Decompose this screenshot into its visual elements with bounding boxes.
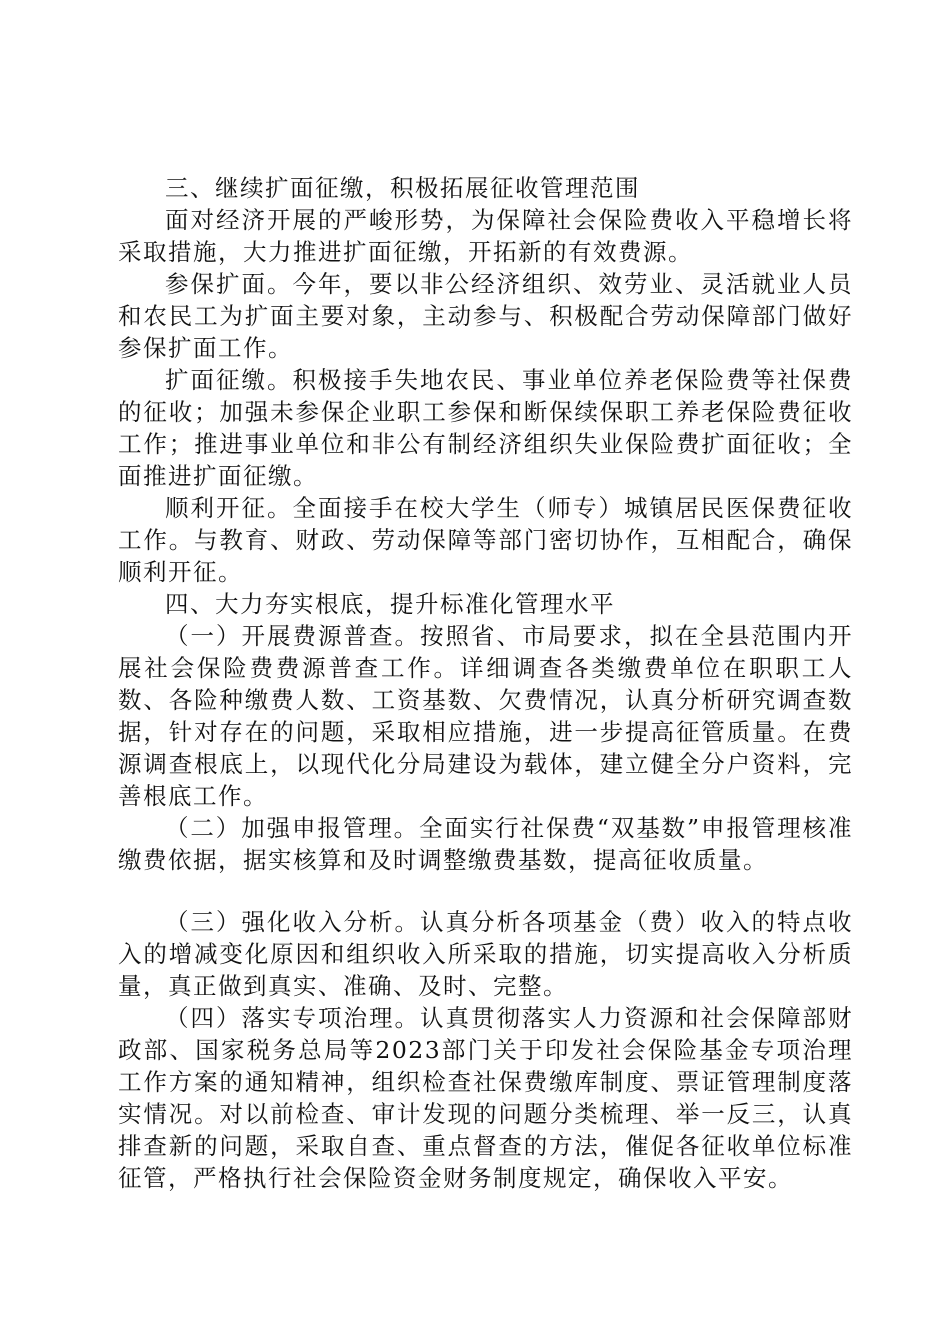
paragraph: （三）强化收入分析。认真分析各项基金（费）收入的特点收入的增减变化原因和组织收入所采取的措施，切实提高收入分析质量，真正做到真实、准确、及时、完整。 (118, 908, 853, 1000)
paragraph: （一）开展费源普查。按照省、市局要求，拟在全县范围内开展社会保险费费源普查工作。详细调查各类缴费单位在职职工人数、各险种缴费人数、工资基数、欠费情况，认真分析研究调查数据，针对存在的问题，采取相应措施，进一步提高征管质量。在费源调查根底上，以现代化分局建设为载体，建立健全分户资料，完善根底工作。 (118, 622, 853, 810)
paragraph: 顺利开征。全面接手在校大学生（师专）城镇居民医保费征收工作。与教育、财政、劳动保障等部门密切协作，互相配合，确保顺利开征。 (118, 494, 853, 586)
paragraph: （四）落实专项治理。认真贯彻落实人力资源和社会保障部财政部、国家税务总局等2023部门关于印发社会保险基金专项治理工作方案的通知精神，组织检查社保费缴库制度、票证管理制度落实情况。对以前检查、审计发现的问题分类梳理、举一反三，认真排查新的问题，采取自查、重点督查的方法，催促各征收单位标准征管，严格执行社会保险资金财务制度规定，确保收入平安。 (118, 1004, 853, 1192)
document-body (118, 172, 853, 1194)
paragraph: 面对经济开展的严峻形势，为保障社会保险费收入平稳增长将采取措施，大力推进扩面征缴，开拓新的有效费源。 (118, 206, 853, 266)
paragraph: （二）加强申报管理。全面实行社保费“双基数”申报管理核准缴费依据，据实核算和及时调整缴费基数，提高征收质量。 (118, 814, 853, 874)
paragraph: 扩面征缴。积极接手失地农民、事业单位养老保险费等社保费的征收；加强未参保企业职工参保和断保续保职工养老保险费征收工作；推进事业单位和非公有制经济组织失业保险费扩面征收；全面推进扩面征缴。 (118, 366, 853, 490)
section-heading-3: 三、继续扩面征缴，积极拓展征收管理范围 (165, 174, 640, 202)
section-heading-4: 四、大力夯实根底，提升标准化管理水平 (165, 590, 615, 618)
paragraph: 参保扩面。今年，要以非公经济组织、效劳业、灵活就业人员和农民工为扩面主要对象，主动参与、积极配合劳动保障部门做好参保扩面工作。 (118, 270, 853, 362)
